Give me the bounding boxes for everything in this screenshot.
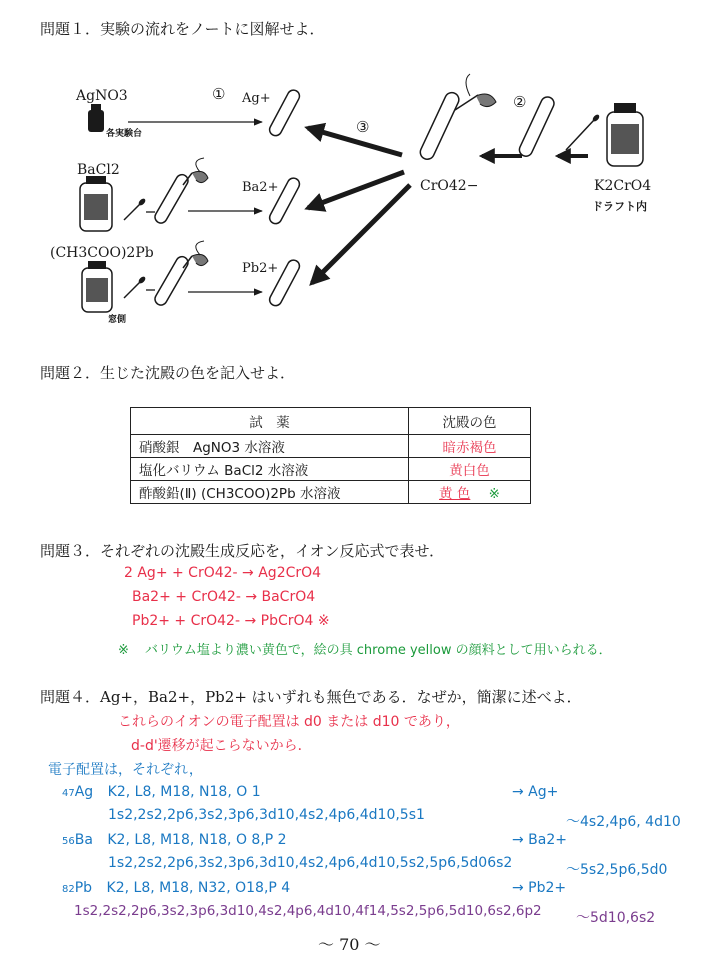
- header-color: 沈殿の色: [409, 408, 531, 435]
- label-agno3: AgNO3: [76, 88, 128, 104]
- row-reagent: 硝酸銀 AgNO3 水溶液: [131, 435, 409, 458]
- q4-title: 問題４．Ag+，Ba2+，Pb2+ はいずれも無色である．なぜか，簡潔に述べよ．: [40, 688, 582, 706]
- bacl2-bottle-icon: [80, 176, 112, 231]
- q3-note: バリウム塩より濃い黄色で，絵の具 chrome yellow の顔料として用いられる．: [145, 643, 612, 658]
- equation-ba: Ba2+ + CrO42- → BaCrO4: [132, 589, 316, 605]
- element-row-ag: [62, 784, 261, 800]
- row-reagent: 酢酸鉛(Ⅱ) (CH3COO)2Pb 水溶液: [131, 481, 409, 504]
- label-pb-ion: Pb2+: [242, 261, 279, 276]
- q1-title: 問題１．実験の流れをノートに図解せよ．: [40, 20, 325, 38]
- equation-pb: Pb2+ + CrO42- → PbCrO4 ※: [132, 613, 330, 629]
- equation-ag: 2 Ag+ + CrO42- → Ag2CrO4: [124, 565, 322, 581]
- spatula-icon: [566, 113, 601, 150]
- label-agno3-note: 各実験台: [106, 129, 143, 139]
- element-symbol: Pb: [74, 880, 93, 896]
- label-step3: ③: [356, 118, 370, 136]
- ion-config-ag: 〜4s2,4p6, 4d10: [566, 814, 681, 830]
- element-row-pb: [62, 880, 290, 896]
- q3-title: 問題３．それぞれの沈殿生成反応を，イオン反応式で表せ．: [40, 542, 445, 560]
- table-row: [131, 481, 531, 504]
- ion-config-ba: 〜5s2,5p6,5d0: [566, 862, 668, 878]
- element-row-ba: [62, 832, 287, 848]
- q3-note-mark: ※: [118, 643, 129, 658]
- table-header-row: [131, 408, 531, 435]
- arrow-step3-ag: [308, 128, 402, 155]
- spatula-icon: [124, 275, 147, 298]
- config-ag: 1s2,2s2,2p6,3s2,3p6,3d10,4s2,4p6,4d10,5s1: [108, 807, 425, 823]
- pb-acetate-bottle-icon: [82, 261, 112, 312]
- q4-intro: 電子配置は，それぞれ，: [48, 762, 203, 778]
- table-row: [131, 435, 531, 458]
- row-color-cell: [409, 481, 531, 504]
- label-k2cro4: K2CrO4: [594, 178, 652, 194]
- label-ag-ion: Ag+: [242, 91, 271, 106]
- test-tube-pb-reagent: [153, 254, 190, 307]
- shell-config: K2, L8, M18, N18, O 1: [107, 784, 261, 800]
- agno3-bottle-icon: [88, 104, 104, 132]
- page-number: 〜 70 〜: [318, 935, 381, 954]
- ion-ag: → Ag+: [512, 784, 559, 800]
- ion-config-pb: 〜5d10,6s2: [576, 910, 656, 926]
- precipitate-color-table: [130, 407, 531, 504]
- element-symbol: Ba: [74, 832, 93, 848]
- atomic-number: 47: [62, 788, 75, 799]
- row-reagent: 塩化バリウム BaCl2 水溶液: [131, 458, 409, 481]
- atomic-number: 56: [62, 836, 75, 847]
- ion-ba: → Ba2+: [512, 832, 568, 848]
- q4-answer-line2: d-d'遷移が起こらないから．: [131, 738, 312, 754]
- q2-title: 問題２．生じた沈殿の色を記入せよ．: [40, 364, 296, 382]
- ion-pb: → Pb2+: [512, 880, 567, 896]
- label-k2cro4-note: ドラフト内: [592, 200, 647, 213]
- k2cro4-bottle-icon: [607, 103, 643, 166]
- label-ba-ion: Ba2+: [242, 180, 279, 195]
- config-ba: 1s2,2s2,2p6,3s2,3p6,3d10,4s2,4p6,4d10,5s2,5p6,5d06s2: [108, 855, 513, 871]
- label-pb-note: 窓側: [108, 315, 127, 325]
- row-color: 黄 色: [439, 486, 471, 502]
- shell-config: K2, L8, M18, N32, O18,P 4: [106, 880, 291, 896]
- row-color: 黄白色: [409, 458, 531, 481]
- atomic-number: 82: [62, 884, 75, 895]
- label-step1: ①: [212, 85, 226, 103]
- label-pb-reagent: (CH3COO)2Pb: [50, 245, 154, 261]
- element-symbol: Ag: [74, 784, 94, 800]
- pipette-icon: [183, 241, 208, 268]
- row-color: 暗赤褐色: [409, 435, 531, 458]
- config-pb: 1s2,2s2,2p6,3s2,3p6,3d10,4s2,4p6,4d10,4f14,5s2,5p6,5d10,6s2,6p2: [74, 903, 542, 919]
- label-step2: ②: [513, 93, 527, 111]
- q3-note-row: [118, 639, 612, 658]
- label-cro4-ion: CrO42−: [420, 178, 479, 194]
- shell-config: K2, L8, M18, N18, O 8,P 2: [107, 832, 287, 848]
- test-tube-cro4: [418, 90, 461, 161]
- header-reagent: 試 薬: [131, 408, 409, 435]
- test-tube-ag: [267, 88, 301, 138]
- pipette-icon: [455, 74, 496, 110]
- spatula-icon: [124, 197, 147, 220]
- table-row: [131, 458, 531, 481]
- label-bacl2: BaCl2: [77, 162, 120, 178]
- pipette-icon: [183, 158, 208, 185]
- test-tube-bacl2: [153, 172, 190, 225]
- row-mark: ※: [488, 486, 500, 502]
- q4-answer-line1: これらのイオンの電子配置は d0 または d10 であり，: [118, 714, 460, 730]
